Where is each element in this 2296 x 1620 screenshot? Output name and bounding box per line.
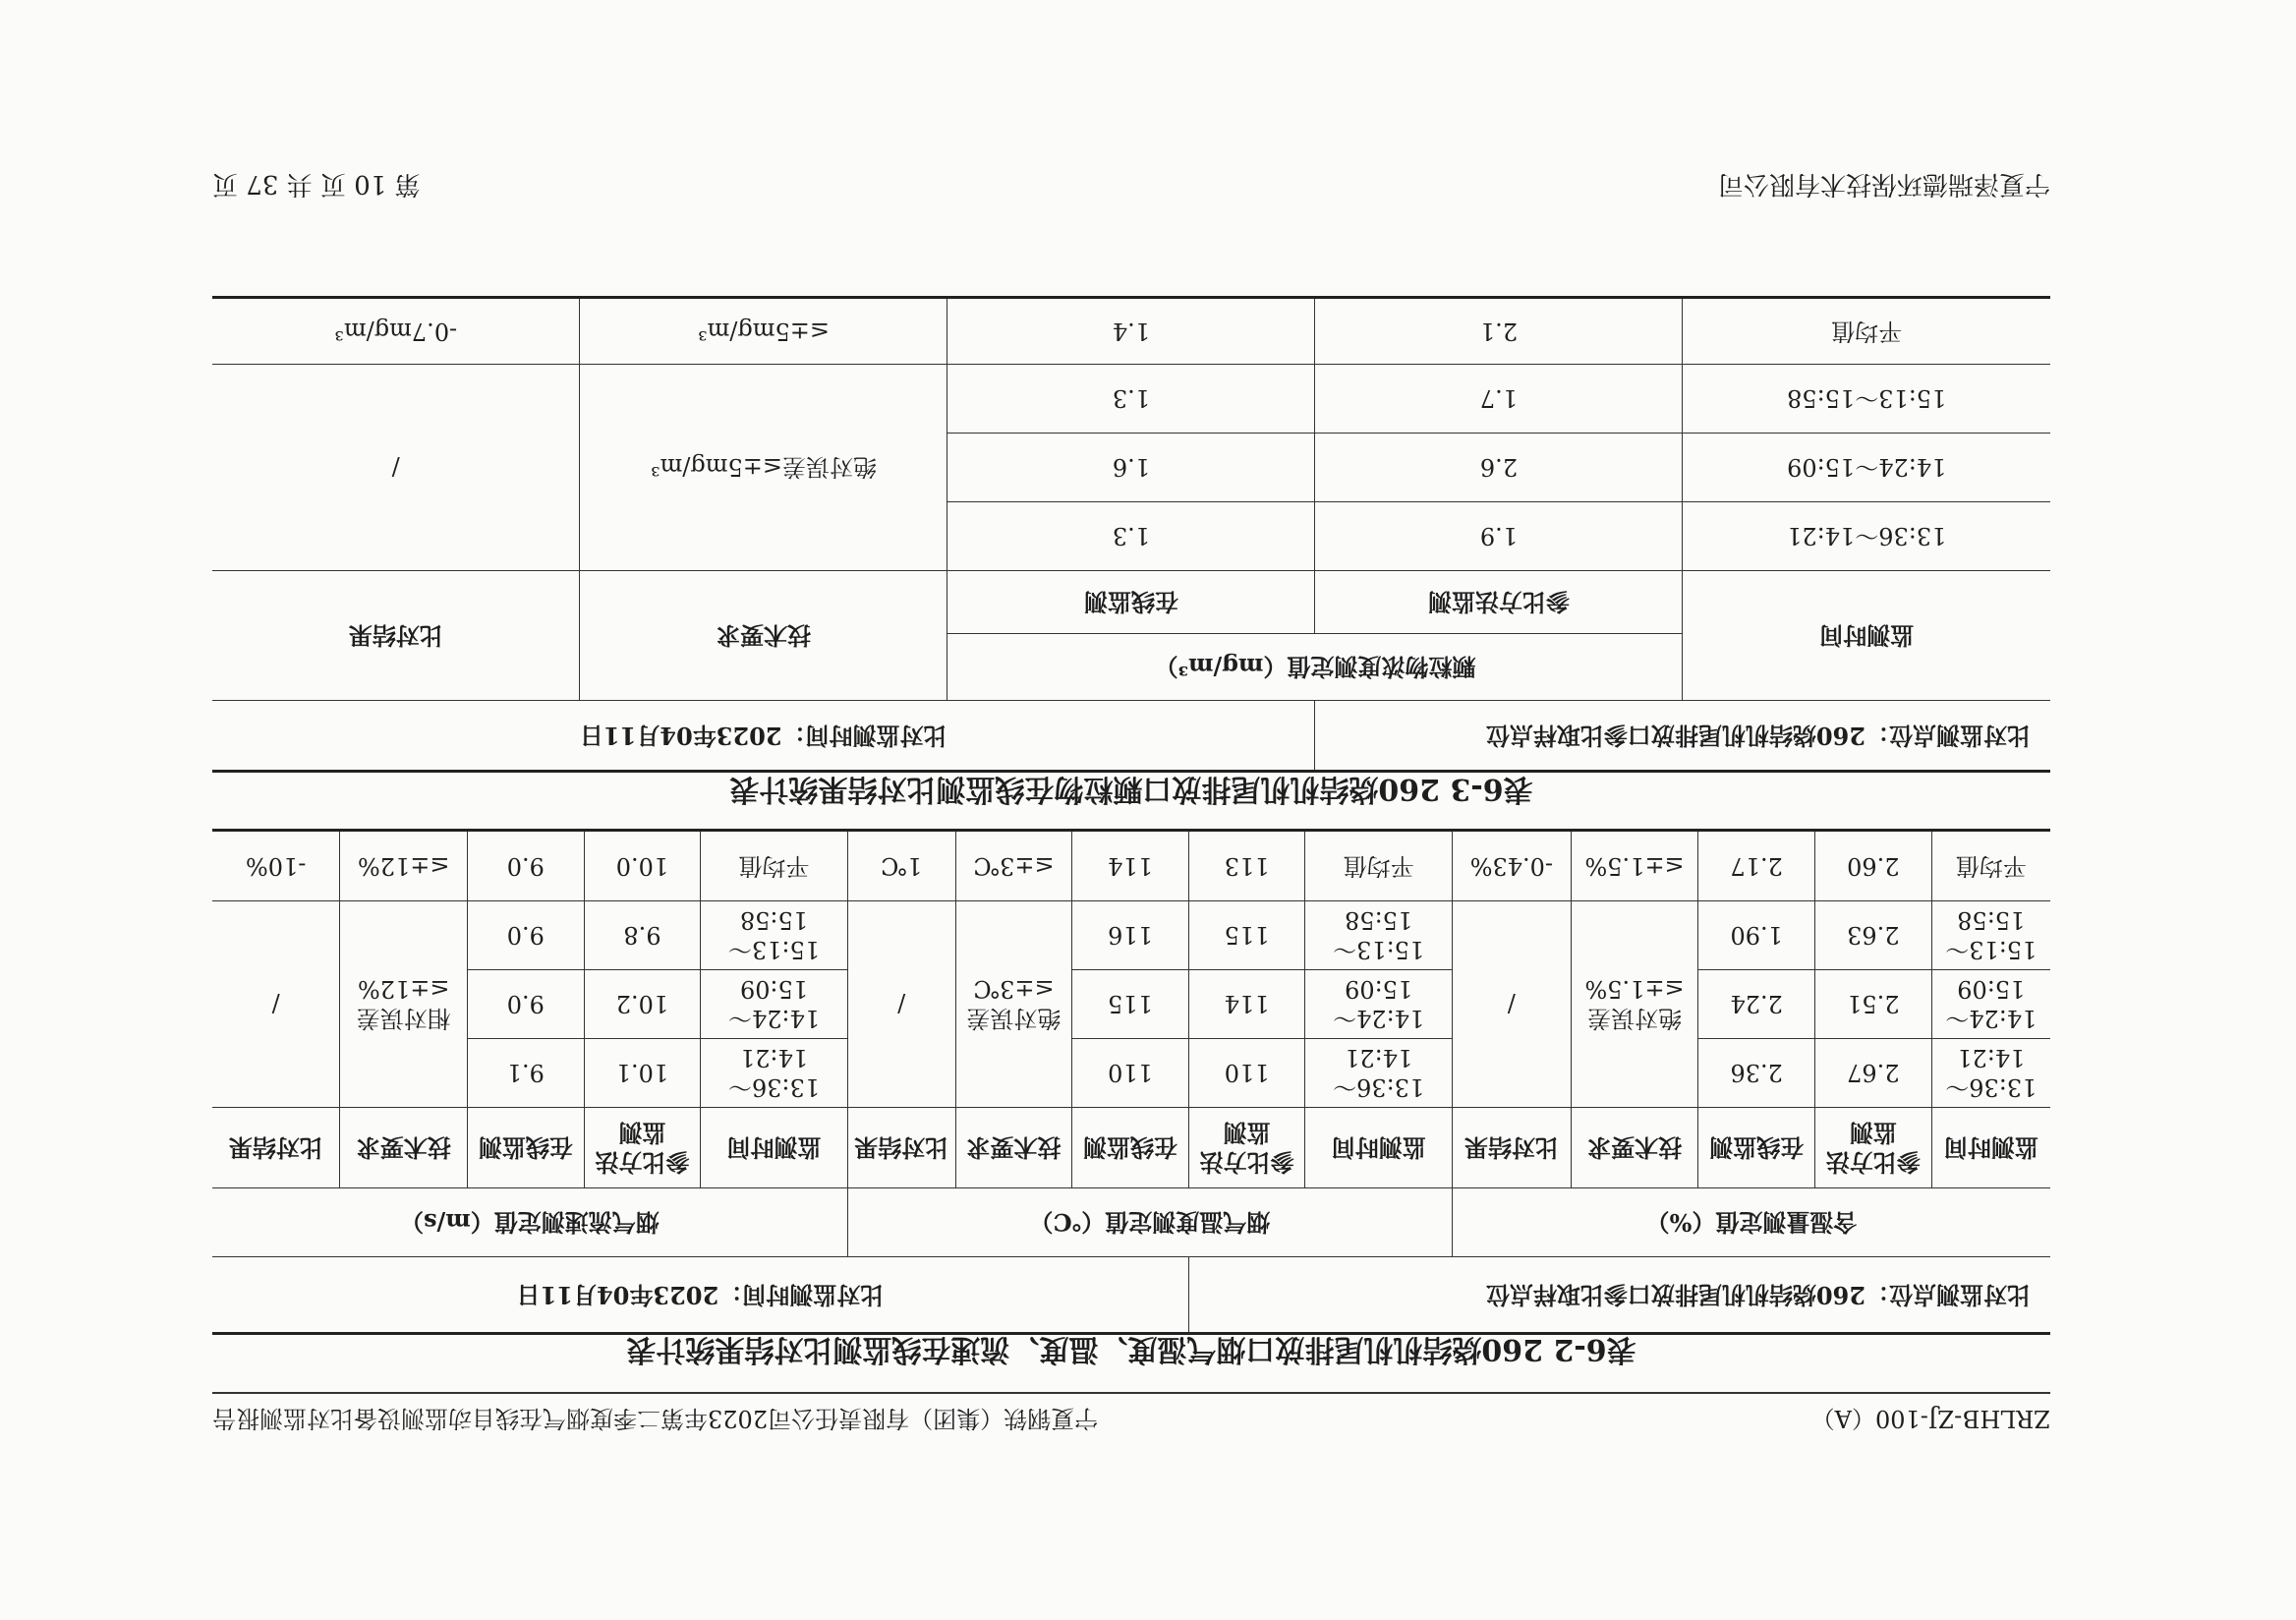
cell-value: 110	[1188, 1039, 1305, 1108]
group-velocity: 烟气流速测定值（m/s）	[212, 1188, 847, 1257]
cell-value: 1.6	[947, 434, 1315, 502]
cell-value: 2.36	[1698, 1039, 1815, 1108]
cell-value: 1.9	[1315, 502, 1683, 571]
group-temperature: 烟气温度测定值（℃）	[847, 1188, 1452, 1257]
col-requirement: 技术要求	[1571, 1108, 1698, 1188]
cell-result: -0.43%	[1452, 831, 1571, 901]
cell-value: 2.60	[1815, 831, 1932, 901]
table-6-2-location: 比对监测点位：260烧结机机尾排放口参比取样点位	[1188, 1257, 2050, 1334]
col-time: 监测时间	[1683, 571, 2050, 701]
col-requirement: 技术要求	[340, 1108, 468, 1188]
cell-value: 116	[1072, 901, 1189, 970]
cell-time: 15:13～15:58	[1931, 901, 2050, 970]
cell-requirement: ≤±5mg/m³	[580, 298, 947, 365]
cell-time: 13:36～14:21	[701, 1039, 847, 1108]
cell-requirement: 绝对误差≤±3℃	[955, 901, 1072, 1108]
cell-label: 平均值	[1683, 298, 2050, 365]
col-result: 比对结果	[1452, 1108, 1571, 1188]
cell-label: 平均值	[1305, 831, 1452, 901]
cell-value: 2.24	[1698, 970, 1815, 1039]
cell-value: 9.8	[584, 901, 701, 970]
col-requirement: 技术要求	[955, 1108, 1072, 1188]
cell-time: 14:24～15:09	[1305, 970, 1452, 1039]
col-time: 监测时间	[1931, 1108, 2050, 1188]
cell-value: 1.90	[1698, 901, 1815, 970]
table-6-2-time: 比对监测时间：2023年04月11日	[212, 1257, 1188, 1334]
cell-requirement: 相对误差≤±12%	[340, 901, 468, 1108]
table-6-3-caption: 表6-3 260烧结机机尾排放口颗粒物在线监测比对结果统计表	[729, 772, 1533, 806]
col-time: 监测时间	[1305, 1108, 1452, 1188]
col-requirement: 技术要求	[580, 571, 947, 701]
table-row	[212, 1039, 2050, 1108]
page-number: 第 10 页 共 37 页	[212, 169, 421, 199]
col-result: 比对结果	[847, 1108, 955, 1188]
cell-value: 1.3	[947, 365, 1315, 434]
cell-value: 10.2	[584, 970, 701, 1039]
table-6-3-location: 比对监测点位：260烧结机机尾排放口参比取样点位	[1315, 701, 2050, 772]
report-code: ZRLHB-ZJ-100（A）	[1810, 1405, 2050, 1432]
cell-value: 9.1	[468, 1039, 585, 1108]
table-row	[212, 970, 2050, 1039]
group-particulate: 颗粒物浓度测定值（mg/m³）	[947, 634, 1683, 701]
header-rule	[212, 1392, 2050, 1394]
col-ref: 参比方法监测	[1188, 1108, 1305, 1188]
table-row-average	[212, 298, 2050, 365]
cell-requirement: ≤±3℃	[955, 831, 1072, 901]
col-ref: 参比方法监测	[1815, 1108, 1932, 1188]
cell-result: /	[212, 901, 340, 1108]
cell-value: 115	[1188, 901, 1305, 970]
cell-time: 13:36～14:21	[1931, 1039, 2050, 1108]
table-row	[212, 901, 2050, 970]
col-online: 在线监测	[947, 571, 1315, 634]
cell-time: 15:13～15:58	[1305, 901, 1452, 970]
col-time: 监测时间	[701, 1108, 847, 1188]
cell-value: 2.17	[1698, 831, 1815, 901]
cell-result: /	[1452, 901, 1571, 1108]
table-6-2	[212, 829, 2050, 1335]
col-ref: 参比方法监测	[584, 1108, 701, 1188]
cell-value: 10.1	[584, 1039, 701, 1108]
cell-requirement: ≤±12%	[340, 831, 468, 901]
table-6-3-time: 比对监测时间：2023年04月11日	[212, 701, 1315, 772]
col-ref: 参比方法监测	[1315, 571, 1683, 634]
table-6-3	[212, 296, 2050, 773]
cell-time: 15:13～15:58	[1683, 365, 2050, 434]
cell-value: 9.0	[468, 901, 585, 970]
cell-value: 2.1	[1315, 298, 1683, 365]
col-result: 比对结果	[212, 571, 580, 701]
cell-time: 14:24～15:09	[701, 970, 847, 1039]
table-row	[212, 502, 2050, 571]
table-row-average	[212, 831, 2050, 901]
cell-value: 2.67	[1815, 1039, 1932, 1108]
cell-value: 114	[1188, 970, 1305, 1039]
cell-time: 13:36～14:21	[1305, 1039, 1452, 1108]
cell-value: 2.51	[1815, 970, 1932, 1039]
col-online: 在线监测	[1698, 1108, 1815, 1188]
cell-value: 115	[1072, 970, 1189, 1039]
cell-value: 2.6	[1315, 434, 1683, 502]
cell-requirement: 绝对误差≤±5mg/m³	[580, 365, 947, 571]
cell-result: -0.7mg/m³	[212, 298, 580, 365]
cell-time: 14:24～15:09	[1683, 434, 2050, 502]
col-result: 比对结果	[212, 1108, 340, 1188]
cell-value: 113	[1188, 831, 1305, 901]
cell-result: -10%	[212, 831, 340, 901]
cell-value: 114	[1072, 831, 1189, 901]
col-online: 在线监测	[468, 1108, 585, 1188]
cell-result: /	[212, 365, 580, 571]
cell-result: /	[847, 901, 955, 1108]
cell-value: 110	[1072, 1039, 1189, 1108]
cell-requirement: 绝对误差≤±1.5%	[1571, 901, 1698, 1108]
report-title: 宁夏钢铁（集团）有限责任公司2023年第二季度烟气在线自动监测设备比对监测报告	[212, 1405, 1099, 1432]
cell-time: 15:13～15:58	[701, 901, 847, 970]
cell-value: 1.7	[1315, 365, 1683, 434]
cell-requirement: ≤±1.5%	[1571, 831, 1698, 901]
cell-label: 平均值	[701, 831, 847, 901]
cell-time: 13:36～14:21	[1683, 502, 2050, 571]
table-6-2-caption: 表6-2 260烧结机机尾排放口烟气湿度、温度、流速在线监测比对结果统计表	[626, 1332, 1636, 1366]
group-humidity: 含湿量测定值（%）	[1452, 1188, 2050, 1257]
cell-value: 9.0	[468, 970, 585, 1039]
cell-value: 1.4	[947, 298, 1315, 365]
cell-value: 1.3	[947, 502, 1315, 571]
cell-value: 2.63	[1815, 901, 1932, 970]
col-online: 在线监测	[1072, 1108, 1189, 1188]
company-name: 宁夏泽瑞德环保技术有限公司	[1717, 169, 2050, 199]
cell-time: 14:24～15:09	[1931, 970, 2050, 1039]
cell-result: 1℃	[847, 831, 955, 901]
cell-label: 平均值	[1931, 831, 2050, 901]
cell-value: 10.0	[584, 831, 701, 901]
cell-value: 9.0	[468, 831, 585, 901]
